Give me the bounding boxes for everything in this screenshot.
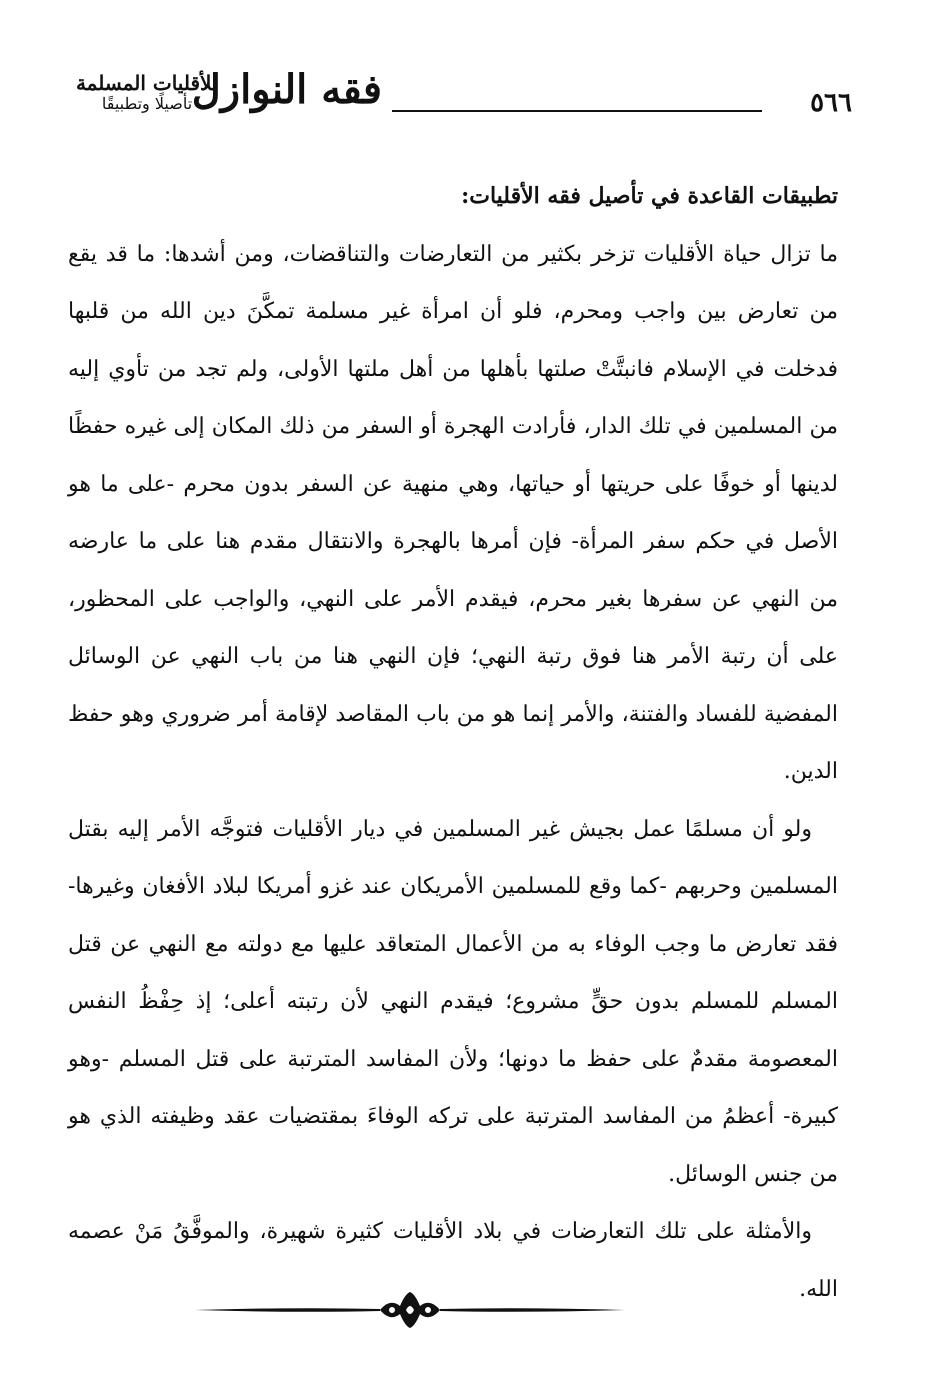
page-header: [62, 66, 852, 136]
book-subtitle-bottom: تأصيلًا وتطبيقًا: [101, 94, 193, 113]
paragraph: والأمثلة على تلك التعارضات في بلاد الأقليات كثيرة شهيرة، والموفَّقُ مَنْ عصمه الله.: [68, 1219, 838, 1302]
decorative-divider-icon: [195, 1290, 625, 1330]
book-logo: [62, 66, 382, 136]
book-subtitle: [62, 72, 232, 115]
page-number: ٥٦٦: [810, 88, 852, 118]
section-title: تطبيقات القاعدة في تأصيل فقه الأقليات:: [461, 183, 838, 209]
book-subtitle-top: للأقليات المسلمة: [75, 71, 219, 95]
paragraph: ولو أن مسلمًا عمل بجيش غير المسلمين في ديار الأقليات فتوجَّه الأمر إليه بقتل المسلمين وحربهم -كما وقع للمسلمين الأمريكان عند غزو أمريكا لبلاد الأفغان وغيرها- فقد تعارض ما وجب الوفاء به من الأعمال المتعاقد عليها مع دولته مع النهي عن قتل المسلم للمسلم بدون حقٍّ مشروع؛ فيقدم النهي لأن رتبته أعلى؛ إذ حِفْظُ النفس المعصومة مقدمٌ على حفظ ما دونها؛ ولأن المفاسد المترتبة على قتل المسلم -وهو كبيرة- أعظمُ من المفاسد المترتبة على تركه الوفاءَ بمقتضيات عقد وظيفته الذي هو من جنس الوسائل.: [68, 816, 838, 1187]
main-content: [68, 168, 838, 1318]
paragraph: ما تزال حياة الأقليات تزخر بكثير من التعارضات والتناقضات، ومن أشدها: ما قد يقع من تعارض بين واجب ومحرم، فلو أن امرأة غير مسلمة تمكَّنَ دين الله من قلبها فدخلت في الإسلام فانبتَّتْ صلتها بأهلها من أهل ملتها الأولى، ولم تجد من تأوي إليه من المسلمين في تلك الدار، فأرادت الهجرة أو السفر من ذلك المكان إلى غيره حفظًا لدينها أو خوفًا على حريتها أو حياتها، وهي منهية عن السفر بدون محرم -على ما هو الأصل في حكم سفر المرأة- فإن أمرها بالهجرة والانتقال مقدم هنا على ما عارضه من النهي عن سفرها بغير محرم، فيقدم الأمر على النهي، والواجب على المحظور، على أن رتبة الأمر هنا فوق رتبة النهي؛ فإن النهي هنا من باب النهي عن الوسائل المفضية للفساد والفتنة، والأمر إنما هو من باب المقاصد لإقامة أمر ضروري وهو حفظ الدين.: [68, 241, 838, 784]
book-title: فقه النوازل: [191, 66, 382, 113]
header-rule: [392, 110, 762, 112]
